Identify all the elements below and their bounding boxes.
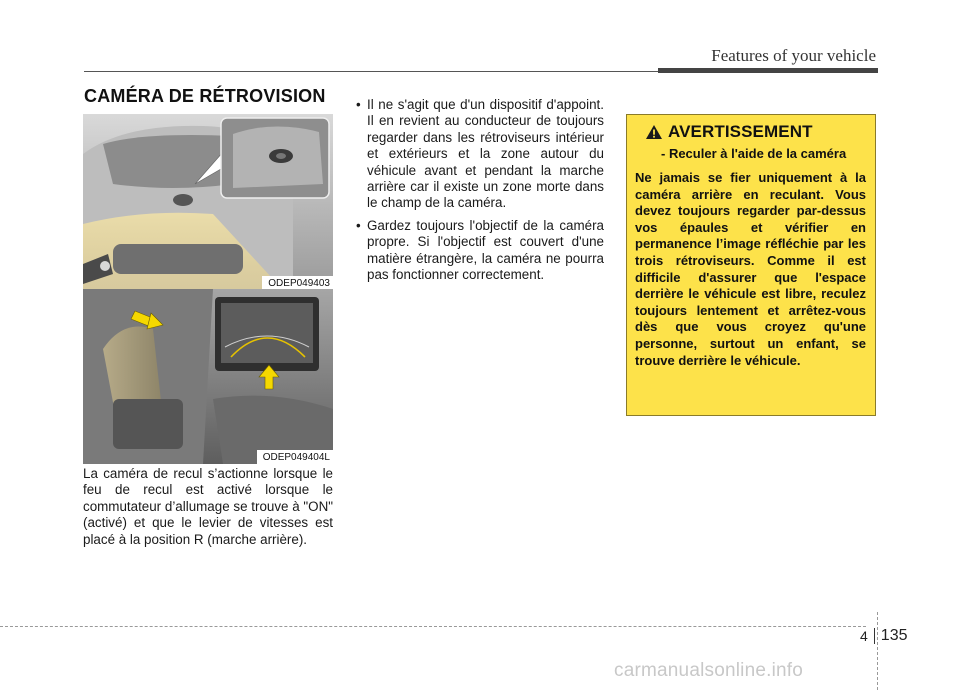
warning-box	[626, 114, 876, 416]
bullet-dot: •	[356, 97, 361, 112]
bullet-text: Il ne s'agit que d'un dispositif d'appoint. Il en revient au conducteur de toujours regarder dans les rétroviseurs intérieur et extérieurs et la zone autour du véhicule avant et pendant la marche arrière car il existe un zone morte dans le champ de la caméra.	[367, 97, 604, 211]
crop-mark-vertical	[877, 612, 878, 690]
header-rule-accent	[658, 68, 878, 73]
crop-mark-horizontal	[0, 626, 866, 627]
warning-title: AVERTISSEMENT	[668, 122, 813, 141]
figure-gear-display	[83, 289, 333, 464]
bullet-text: Gardez toujours l'objectif de la caméra propre. Si l'objectif est couvert d'une matière étrangère, la caméra ne pourra pas fonctionner correctement.	[367, 217, 604, 283]
section-title: CAMÉRA DE RÉTROVISION	[84, 86, 326, 106]
chapter-number: 4	[860, 628, 868, 644]
page-number	[860, 627, 908, 645]
warning-header	[645, 122, 866, 142]
warning-body: Ne jamais se fier uniquement à la caméra arrière en reculant. Vous devez toujours regarder par-dessus vos épaules et vérifier en permanence l’image réfléchie par les trois rétroviseurs. Comme il est difficile d'assurer que l'espace derrière le véhicule est libre, reculez toujours lentement et arrêtez-vous dès que vous croyez qu'une personne, surtout un enfant, se trouve derrière le véhicule.	[635, 170, 866, 368]
list-item	[356, 218, 604, 284]
watermark: carmanualsonline.info	[614, 660, 804, 681]
page-number-separator	[874, 628, 875, 644]
figure-code: ODEP049404L	[257, 450, 333, 464]
figure-rear-camera	[83, 114, 333, 290]
running-head: Features of your vehicle	[711, 46, 876, 65]
page-number-value: 135	[880, 627, 908, 644]
figure-code: ODEP049403	[262, 276, 333, 290]
warning-triangle-icon	[645, 124, 663, 140]
bullet-dot: •	[356, 217, 361, 233]
warning-subtitle: - Reculer à l'aide de la caméra	[661, 146, 847, 161]
gear-shift-display-illustration	[83, 289, 333, 464]
rear-camera-illustration	[83, 114, 333, 290]
list-item	[356, 97, 604, 212]
intro-paragraph: La caméra de recul s’actionne lorsque le feu de recul est activé lorsque le commutateur d’allumage se trouve à "ON" (activé) et que le levier de vitesses est placé à la position R (marche arrière).	[83, 466, 333, 547]
bullet-list	[356, 97, 604, 289]
